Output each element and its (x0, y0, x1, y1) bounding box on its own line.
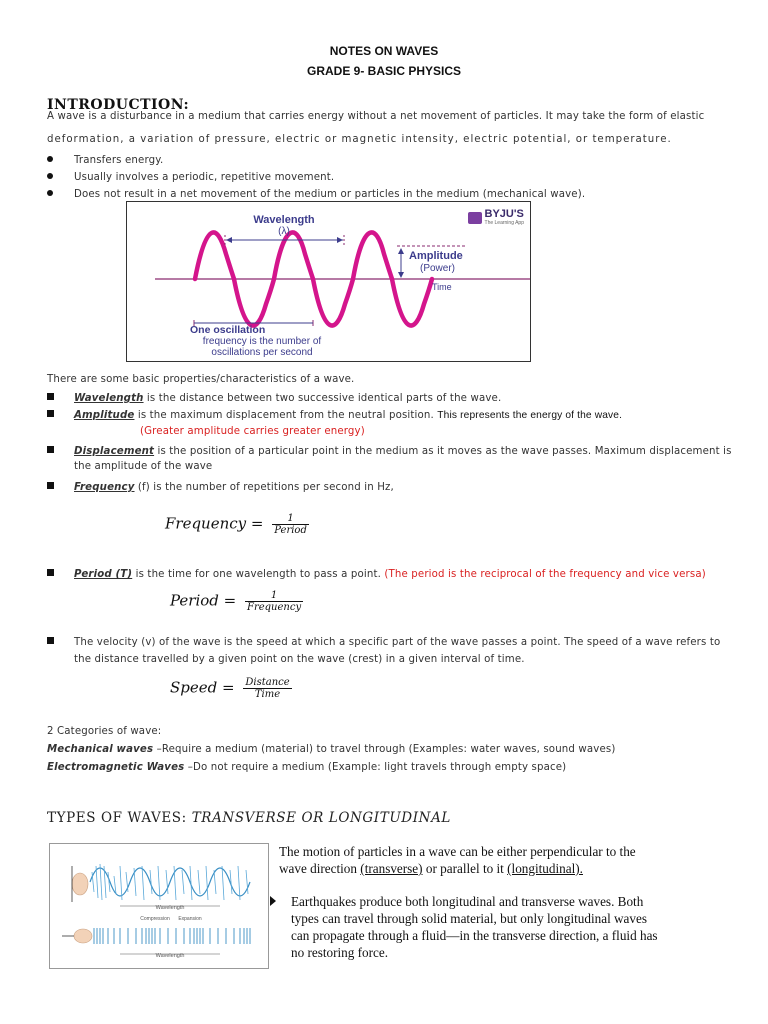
frequency-formula-denominator: Period (274, 525, 307, 536)
arrowhead-icon (337, 237, 343, 243)
amplitude-definition: is the maximum displacement from the neutral position. (134, 410, 438, 421)
electromagnetic-definition: –Do not require a medium (Example: light travels through empty space) (184, 762, 567, 773)
speed-formula-numerator: Distance (245, 677, 290, 688)
longitudinal-term: (longitudinal). (507, 861, 583, 876)
types-heading-plain: TYPES OF WAVES: (47, 810, 192, 826)
arrowhead-icon (398, 272, 404, 278)
wave-diagram (126, 201, 531, 362)
intro-paragraph-line-2: deformation, a variation of pressure, electric or magnetic intensity, electric potential, or temperature. (47, 134, 672, 145)
figure-wavelength-bottom: Wavelength (155, 953, 185, 959)
speed-formula-denominator: Time (254, 689, 281, 700)
bullet-square-icon (47, 637, 54, 644)
wavelength-term: Wavelength (74, 393, 144, 404)
mechanical-term: Mechanical waves (47, 744, 154, 755)
amplitude-term: Amplitude (74, 410, 135, 421)
brand-text (485, 209, 524, 226)
property-period-text (74, 565, 734, 584)
category-mechanical (47, 740, 727, 760)
period-formula-fraction (245, 590, 303, 613)
displacement-term: Displacement (74, 446, 155, 457)
amplitude-energy: This represents the energy of the wave. (437, 410, 623, 421)
bullet-square-icon (47, 393, 54, 400)
arrowhead-icon (226, 237, 232, 243)
frequency-formula-fraction (272, 513, 309, 536)
types-text-line-2 (279, 860, 739, 877)
introduction-heading: INTRODUCTION: (47, 97, 190, 113)
wave-types-svg (50, 844, 268, 968)
frequency-line-1: frequency is the number of (202, 336, 322, 347)
speed-formula-lhs: Speed = (170, 678, 235, 697)
electromagnetic-term: Electromagnetic Waves (47, 762, 185, 773)
property-frequency-text (74, 478, 734, 497)
wavelength-label: Wavelength (253, 214, 315, 226)
time-label: Time (432, 282, 452, 292)
wavelength-symbol: (λ) (278, 226, 290, 237)
earthquake-line-3: can propagate through a fluid—in the transverse direction, a fluid has (291, 928, 658, 943)
frequency-definition: (f) is the number of repetitions per second in Hz, (134, 482, 394, 493)
brand-badge (468, 209, 524, 226)
period-definition: is the time for one wavelength to pass a point. (132, 569, 385, 580)
transverse-wave-icon (90, 868, 250, 896)
types-heading (47, 810, 451, 826)
brand-tagline: The Learning App (484, 220, 524, 226)
speed-formula (170, 677, 292, 700)
period-note: (The period is the reciprocal of the frequency and vice versa) (384, 569, 706, 580)
bullet-dot-icon (47, 156, 53, 162)
bullet-square-icon (47, 482, 54, 489)
displacement-definition-cont: the amplitude of the wave (74, 461, 213, 472)
velocity-definition-cont: the distance travelled by a given point on the wave (crest) in a given interval of time. (74, 654, 525, 665)
frequency-formula-numerator: 1 (272, 513, 309, 525)
intro-bullet-text: Transfers energy. (74, 155, 164, 166)
intro-paragraph-line-1: A wave is a disturbance in a medium that carries energy without a net movement of particles. It may take the form of elastic (47, 111, 705, 122)
amplitude-sub-label: (Power) (420, 263, 456, 274)
brand-name-visible: BYJU'S (484, 208, 524, 220)
triangle-bullet-icon (270, 896, 276, 906)
figure-wavelength-top: Wavelength (155, 905, 185, 911)
earthquake-line-1: Earthquakes produce both longitudinal and transverse waves. Both (291, 894, 644, 909)
categories-intro: 2 Categories of wave: (47, 726, 162, 737)
amplitude-note: (Greater amplitude carries greater energy) (140, 426, 365, 437)
oscillation-label: One oscillation (190, 324, 266, 336)
wavelength-definition: is the distance between two successive identical parts of the wave. (143, 393, 502, 404)
figure-compression: Compression (140, 916, 170, 922)
category-electromagnetic (47, 758, 727, 778)
longitudinal-spring-icon (94, 928, 250, 944)
hand-icon (72, 873, 88, 895)
document-subtitle: GRADE 9- BASIC PHYSICS (306, 64, 462, 78)
bullet-square-icon (47, 569, 54, 576)
bullet-dot-icon (47, 173, 53, 179)
frequency-line-2: oscillations per second (211, 347, 313, 358)
earthquake-line-2: types can travel through solid material, but only longitudinal waves (291, 911, 647, 926)
bullet-dot-icon (47, 190, 53, 196)
period-formula-denominator: Frequency (247, 602, 302, 613)
frequency-term: Frequency (74, 482, 135, 493)
document-title: NOTES ON WAVES (329, 44, 439, 58)
bullet-square-icon (47, 410, 54, 417)
types-heading-italic: TRANSVERSE OR LONGITUDINAL (191, 810, 451, 826)
intro-bullet-text: Usually involves a periodic, repetitive movement. (74, 172, 335, 183)
displacement-definition: is the position of a particular point in the medium as it moves as the wave passes. Maximum displacement is (154, 446, 732, 457)
period-term: Period (T) (74, 569, 133, 580)
types-text-line-1: The motion of particles in a wave can be either perpendicular to the (279, 844, 636, 859)
figure-expansion: Expansion (178, 916, 202, 922)
speed-formula-fraction (243, 677, 291, 700)
transverse-term: (transverse) (360, 861, 423, 876)
arrowhead-icon (398, 248, 404, 254)
mechanical-definition: –Require a medium (material) to travel through (Examples: water waves, sound waves) (153, 744, 616, 755)
transverse-longitudinal-figure (49, 843, 269, 969)
period-formula-lhs: Period = (170, 591, 237, 610)
period-formula-numerator: 1 (245, 590, 303, 602)
bullet-square-icon (47, 446, 54, 453)
properties-intro: There are some basic properties/characteristics of a wave. (47, 374, 355, 385)
intro-bullet-text: Does not result in a net movement of the medium or particles in the medium (mechanical wave). (74, 189, 586, 200)
brand-logo-icon (468, 212, 482, 224)
amplitude-label: Amplitude (409, 250, 463, 262)
types-text-pre: wave direction (279, 861, 361, 876)
types-text-mid: or parallel to it (422, 861, 508, 876)
earthquake-line-4: no restoring force. (291, 945, 389, 960)
velocity-definition: The velocity (v) of the wave is the speed at which a specific part of the wave passes a point. The speed of a wave refers to (74, 637, 721, 648)
hand-icon (74, 929, 92, 943)
period-formula (170, 590, 303, 613)
frequency-formula-lhs: Frequency = (165, 514, 264, 533)
frequency-formula (165, 513, 309, 536)
